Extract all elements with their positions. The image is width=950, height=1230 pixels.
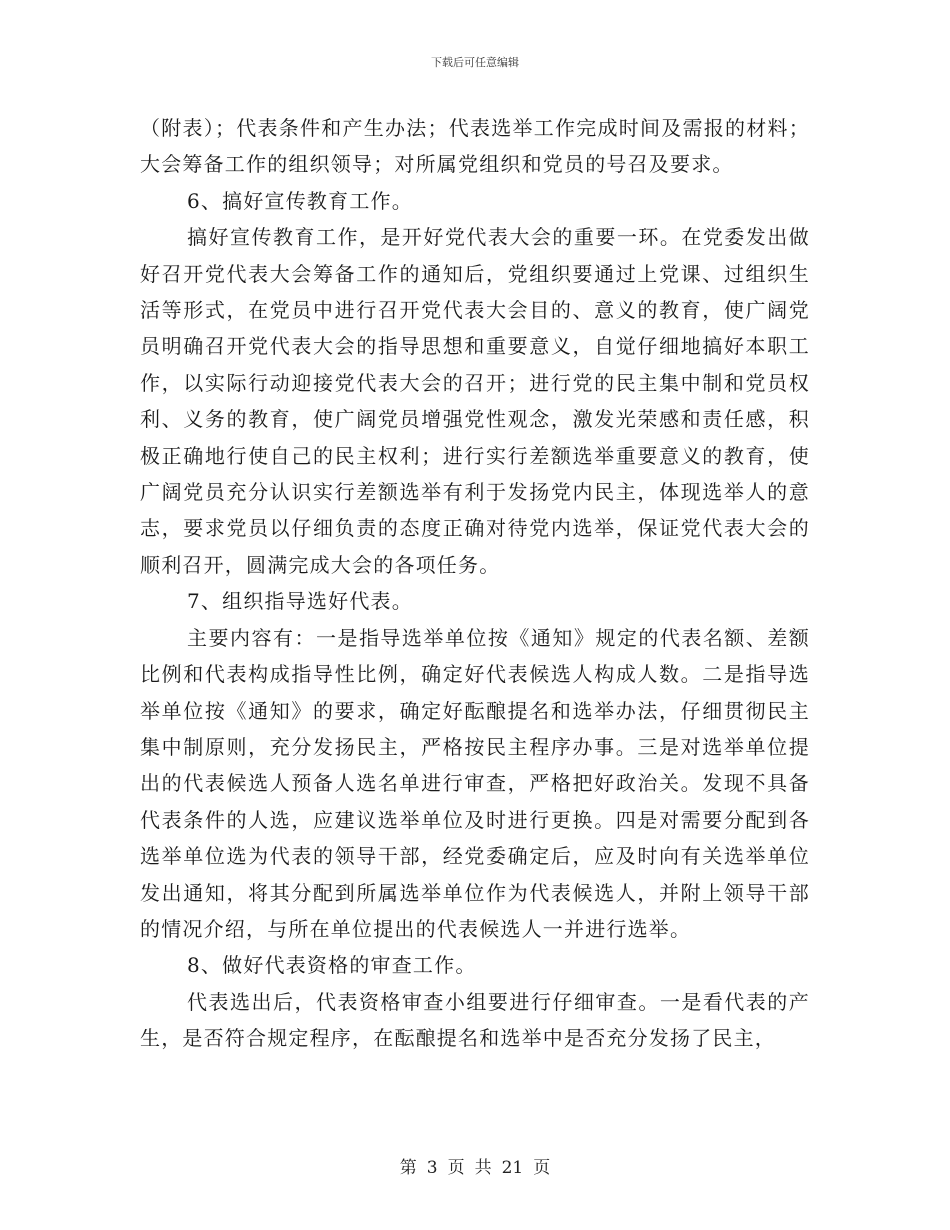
- footer-suffix: 页: [533, 1158, 551, 1178]
- section-heading-6: 6、搞好宣传教育工作。: [187, 188, 413, 213]
- paragraph-qualification-review: 代表选出后，代表资格审查小组要进行仔细审查。一是看代表的产生，是否符合规定程序，在酝酿提名和选举中是否充分发扬了民主，: [140, 989, 810, 1051]
- paragraph-attachment-list: （附表）；代表条件和产生办法；代表选举工作完成时间及需报的材料；大会筹备工作的组织领导；对所属党组织和党员的号召及要求。: [140, 116, 810, 177]
- page-footer: [0, 1153, 950, 1178]
- footer-page-number: 3: [426, 1158, 438, 1178]
- footer-total-label: 共: [474, 1158, 492, 1178]
- footer-page-label: 页: [447, 1158, 465, 1178]
- paragraph-guide-elections: 主要内容有：一是指导选举单位按《通知》规定的代表名额、差额比例和代表构成指导性比例，确定好代表候选人构成人数。二是指导选举单位按《通知》的要求，确定好酝酿提名和选举办法，仔细贯彻民主集中制原则，充分发扬民主，严格按民主程序办事。三是对选举单位提出的代表候选人预备人选名单进行审查，严格把好政治关。发现不具备代表条件的人选，应建议选举单位及时进行更换。四是对需要分配到各选举单位选为代表的领导干部，经党委确定后，应及时向有关选举单位发出通知，将其分配到所属选举单位作为代表候选人，并附上领导干部的情况介绍，与所在单位提出的代表候选人一并进行选举。: [140, 625, 810, 941]
- footer-total-pages: 21: [501, 1158, 524, 1178]
- section-heading-7: 7、组织指导选好代表。: [187, 589, 413, 614]
- footer-prefix: 第: [399, 1158, 417, 1178]
- document-body: [140, 110, 810, 1057]
- paragraph-publicity-education: 搞好宣传教育工作，是开好党代表大会的重要一环。在党委发出做好召开党代表大会筹备工作的通知后，党组织要通过上党课、过组织生活等形式，在党员中进行召开党代表大会目的、意义的教育，使广阔党员明确召开党代表大会的指导思想和重要意义，自觉仔细地搞好本职工作，以实际行动迎接党代表大会的召开；进行党的民主集中制和党员权利、义务的教育，使广阔党员增强党性观念，激发光荣感和责任感，积极正确地行使自己的民主权利；进行实行差额选举重要意义的教育，使广阔党员充分认识实行差额选举有利于发扬党内民主，体现选举人的意志，要求党员以仔细负责的态度正确对待党内选举，保证党代表大会的顺利召开，圆满完成大会的各项任务。: [140, 225, 810, 577]
- section-heading-8: 8、做好代表资格的审查工作。: [187, 953, 477, 978]
- page-header: 下载后可任意编辑: [431, 56, 519, 69]
